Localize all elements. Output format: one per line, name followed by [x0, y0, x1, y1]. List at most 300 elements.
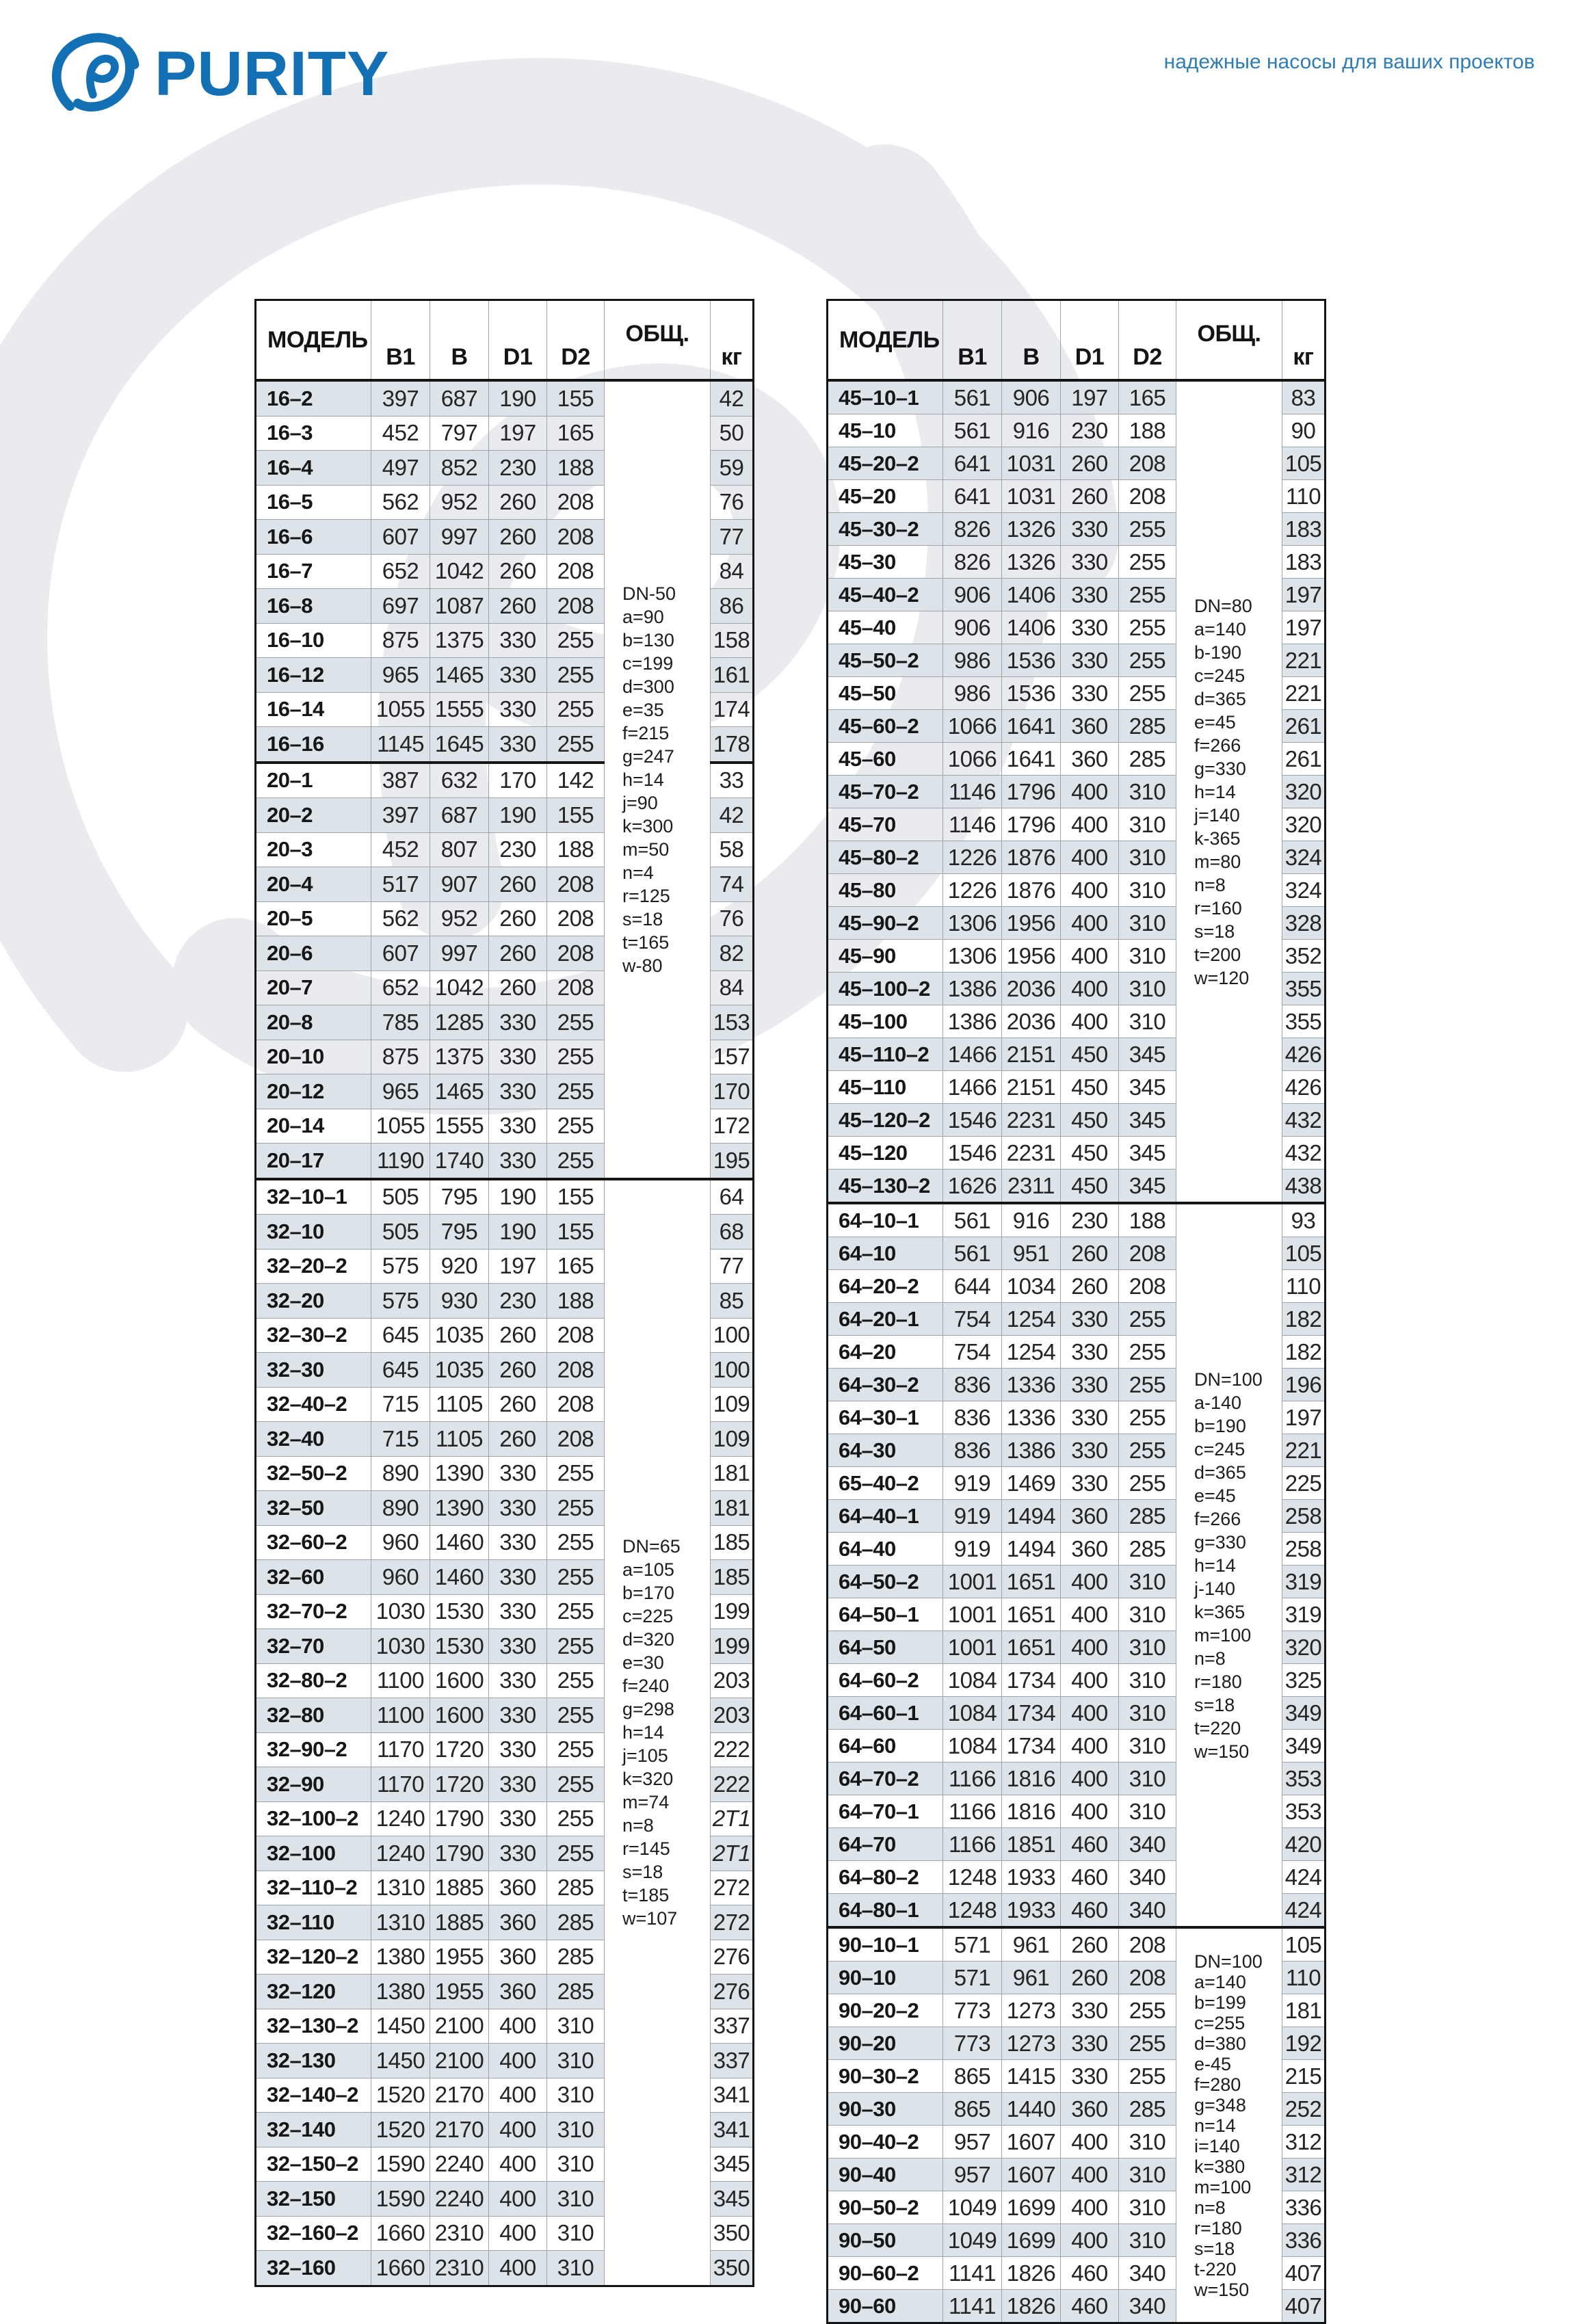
- value-cell-d2: 255: [547, 1109, 605, 1144]
- value-cell-d2: 255: [1119, 2060, 1176, 2093]
- model-cell: 45–110: [828, 1071, 943, 1104]
- weight-cell: 221: [1282, 1434, 1326, 1467]
- value-cell-b: 997: [430, 520, 489, 555]
- value-cell-b1: 1546: [943, 1137, 1002, 1170]
- value-cell-b1: 826: [943, 513, 1002, 546]
- value-cell-d1: 460: [1061, 1894, 1119, 1928]
- value-cell-d1: 230: [1061, 1203, 1119, 1237]
- value-cell-b1: 715: [371, 1387, 430, 1422]
- weight-cell: 336: [1282, 2224, 1326, 2257]
- value-cell-d1: 197: [489, 416, 547, 451]
- value-cell-b1: 397: [371, 380, 430, 416]
- weight-cell: 109: [711, 1387, 754, 1422]
- value-cell-d1: 400: [1061, 940, 1119, 973]
- weight-cell: 312: [1282, 2158, 1326, 2191]
- value-cell-b: 1042: [430, 970, 489, 1005]
- model-cell: 16–6: [256, 520, 371, 555]
- weight-cell: 192: [1282, 2027, 1326, 2060]
- value-cell-b: 1607: [1002, 2158, 1061, 2191]
- model-cell: 16–8: [256, 589, 371, 624]
- weight-cell: 341: [711, 2113, 754, 2148]
- model-cell: 64–20–1: [828, 1303, 943, 1336]
- model-cell: 32–130: [256, 2044, 371, 2078]
- value-cell-d1: 330: [1061, 1434, 1119, 1467]
- value-cell-d2: 345: [1119, 1104, 1176, 1137]
- dimensions-table-left: [254, 299, 754, 2287]
- value-cell-d1: 400: [1061, 1730, 1119, 1762]
- model-cell: 20–5: [256, 901, 371, 936]
- value-cell-d1: 330: [489, 1801, 547, 1836]
- weight-cell: 355: [1282, 1005, 1326, 1038]
- model-cell: 45–120–2: [828, 1104, 943, 1137]
- model-cell: 16–14: [256, 692, 371, 727]
- value-cell-d1: 330: [489, 1836, 547, 1871]
- value-cell-d2: 310: [547, 2044, 605, 2078]
- value-cell-d2: 310: [1119, 1697, 1176, 1730]
- value-cell-b: 2310: [430, 2251, 489, 2286]
- value-cell-b1: 919: [943, 1467, 1002, 1500]
- value-cell-d2: 208: [547, 1318, 605, 1353]
- value-cell-b: 1555: [430, 692, 489, 727]
- value-cell-b1: 1001: [943, 1566, 1002, 1598]
- value-cell-b: 795: [430, 1215, 489, 1250]
- value-cell-b1: 641: [943, 480, 1002, 513]
- weight-cell: 68: [711, 1215, 754, 1250]
- value-cell-d2: 188: [547, 832, 605, 867]
- value-cell-d1: 330: [489, 692, 547, 727]
- model-cell: 32–20–2: [256, 1249, 371, 1284]
- value-cell-d1: 330: [489, 1732, 547, 1767]
- weight-cell: 341: [711, 2078, 754, 2113]
- value-cell-b1: 1386: [943, 973, 1002, 1005]
- value-cell-b1: 1166: [943, 1795, 1002, 1828]
- value-cell-b: 1720: [430, 1732, 489, 1767]
- model-cell: 45–130–2: [828, 1170, 943, 1204]
- model-cell: 90–10: [828, 1962, 943, 1994]
- value-cell-d2: 310: [1119, 907, 1176, 940]
- value-cell-b1: 1145: [371, 727, 430, 763]
- value-cell-d1: 360: [489, 1905, 547, 1940]
- value-cell-b1: 960: [371, 1525, 430, 1560]
- value-cell-b: 2311: [1002, 1170, 1061, 1204]
- value-cell-d2: 255: [547, 1456, 605, 1491]
- value-cell-b: 1530: [430, 1594, 489, 1629]
- weight-cell: 178: [711, 727, 754, 763]
- value-cell-d2: 345: [1119, 1071, 1176, 1104]
- value-cell-d2: 255: [547, 1560, 605, 1595]
- model-cell: 64–30–1: [828, 1401, 943, 1434]
- value-cell-d1: 400: [489, 2147, 547, 2182]
- value-cell-b1: 986: [943, 677, 1002, 710]
- value-cell-d2: 208: [547, 554, 605, 589]
- value-cell-b: 1273: [1002, 2027, 1061, 2060]
- weight-cell: 76: [711, 485, 754, 520]
- model-cell: 64–70–1: [828, 1795, 943, 1828]
- value-cell-d1: 230: [489, 832, 547, 867]
- value-cell-d2: 188: [547, 451, 605, 486]
- value-cell-b1: 1590: [371, 2147, 430, 2182]
- value-cell-b1: 1248: [943, 1894, 1002, 1928]
- value-cell-b1: 773: [943, 1994, 1002, 2027]
- weight-cell: 105: [1282, 447, 1326, 480]
- model-cell: 90–20–2: [828, 1994, 943, 2027]
- weight-cell: 325: [1282, 1664, 1326, 1697]
- value-cell-d2: 208: [547, 1422, 605, 1457]
- model-cell: 32–50: [256, 1491, 371, 1526]
- weight-cell: 336: [1282, 2191, 1326, 2224]
- value-cell-b: 2170: [430, 2113, 489, 2148]
- value-cell-b1: 644: [943, 1270, 1002, 1303]
- value-cell-d1: 170: [489, 763, 547, 798]
- value-cell-b1: 986: [943, 644, 1002, 677]
- value-cell-b: 687: [430, 798, 489, 833]
- weight-cell: 319: [1282, 1598, 1326, 1631]
- model-cell: 64–70: [828, 1828, 943, 1861]
- value-cell-b1: 836: [943, 1369, 1002, 1401]
- value-cell-d1: 400: [1061, 1598, 1119, 1631]
- model-cell: 45–50: [828, 677, 943, 710]
- value-cell-d1: 330: [489, 1040, 547, 1074]
- value-cell-d1: 260: [489, 936, 547, 971]
- value-cell-d2: 310: [1119, 2224, 1176, 2257]
- weight-cell: 345: [711, 2147, 754, 2182]
- weight-cell: 276: [711, 1975, 754, 2009]
- value-cell-b1: 571: [943, 1927, 1002, 1962]
- column-header-model: МОДЕЛЬ: [828, 300, 943, 381]
- value-cell-d2: 255: [547, 1663, 605, 1698]
- model-cell: 64–80–1: [828, 1894, 943, 1928]
- value-cell-b: 1494: [1002, 1500, 1061, 1533]
- value-cell-d2: 310: [1119, 2191, 1176, 2224]
- model-cell: 32–110–2: [256, 1871, 371, 1905]
- value-cell-b1: 562: [371, 901, 430, 936]
- value-cell-d1: 330: [489, 1698, 547, 1733]
- value-cell-d1: 190: [489, 798, 547, 833]
- value-cell-b: 1440: [1002, 2093, 1061, 2126]
- value-cell-b: 1933: [1002, 1861, 1061, 1894]
- value-cell-b: 1465: [430, 1074, 489, 1109]
- model-cell: 64–30: [828, 1434, 943, 1467]
- value-cell-d2: 310: [1119, 1598, 1176, 1631]
- value-cell-b1: 785: [371, 1005, 430, 1040]
- model-cell: 16–5: [256, 485, 371, 520]
- value-cell-d1: 400: [1061, 2158, 1119, 2191]
- value-cell-b1: 645: [371, 1318, 430, 1353]
- value-cell-b: 852: [430, 451, 489, 486]
- weight-cell: 77: [711, 1249, 754, 1284]
- value-cell-d1: 330: [489, 623, 547, 658]
- value-cell-d1: 360: [489, 1940, 547, 1975]
- value-cell-d1: 330: [1061, 1336, 1119, 1369]
- value-cell-d1: 260: [489, 589, 547, 624]
- model-cell: 45–60: [828, 743, 943, 776]
- value-cell-b: 1641: [1002, 710, 1061, 743]
- table-row: [256, 380, 754, 416]
- value-cell-b: 1607: [1002, 2126, 1061, 2158]
- model-cell: 90–60–2: [828, 2257, 943, 2290]
- weight-cell: 157: [711, 1040, 754, 1074]
- value-cell-d2: 285: [547, 1905, 605, 1940]
- value-cell-d1: 400: [489, 2216, 547, 2251]
- model-cell: 45–40: [828, 611, 943, 644]
- model-cell: 32–160–2: [256, 2216, 371, 2251]
- model-cell: 64–50–2: [828, 1566, 943, 1598]
- value-cell-b1: 1590: [371, 2182, 430, 2217]
- value-cell-d1: 330: [1061, 579, 1119, 611]
- value-cell-d2: 340: [1119, 1861, 1176, 1894]
- value-cell-d2: 285: [1119, 743, 1176, 776]
- value-cell-b: 1740: [430, 1144, 489, 1179]
- weight-cell: 197: [1282, 1401, 1326, 1434]
- value-cell-d1: 360: [489, 1871, 547, 1905]
- brand-tagline: надежные насосы для ваших проектов: [1163, 51, 1535, 73]
- value-cell-d2: 310: [547, 2182, 605, 2217]
- value-cell-d2: 255: [547, 727, 605, 763]
- model-cell: 20–10: [256, 1040, 371, 1074]
- value-cell-d1: 330: [489, 727, 547, 763]
- weight-cell: 42: [711, 380, 754, 416]
- model-cell: 20–7: [256, 970, 371, 1005]
- value-cell-d1: 400: [489, 2044, 547, 2078]
- value-cell-b1: 652: [371, 554, 430, 589]
- model-cell: 32–140: [256, 2113, 371, 2148]
- value-cell-d2: 310: [1119, 940, 1176, 973]
- model-cell: 45–110–2: [828, 1038, 943, 1071]
- model-cell: 16–7: [256, 554, 371, 589]
- value-cell-d1: 190: [489, 380, 547, 416]
- weight-cell: 352: [1282, 940, 1326, 973]
- value-cell-b: 1031: [1002, 447, 1061, 480]
- value-cell-b1: 1146: [943, 808, 1002, 841]
- common-dimensions-cell: DN=100 a-140 b=190 c=245 d=365 e=45 f=266 g=330 h=14 j-140 k=365 m=100 n=8 r=180 s=18 t=220 w=150: [1176, 1203, 1282, 1927]
- value-cell-b: 1035: [430, 1353, 489, 1388]
- weight-cell: 195: [711, 1144, 754, 1179]
- value-cell-d1: 197: [1061, 380, 1119, 414]
- value-cell-d2: 255: [1119, 546, 1176, 579]
- value-cell-b1: 1146: [943, 776, 1002, 808]
- weight-cell: 74: [711, 867, 754, 902]
- column-header-common: ОБЩ.: [605, 300, 711, 381]
- model-cell: 90–30: [828, 2093, 943, 2126]
- value-cell-d2: 255: [547, 1144, 605, 1179]
- model-cell: 64–40–1: [828, 1500, 943, 1533]
- value-cell-b1: 1310: [371, 1905, 430, 1940]
- weight-cell: 276: [711, 1940, 754, 1975]
- weight-cell: 64: [711, 1179, 754, 1215]
- model-cell: 20–14: [256, 1109, 371, 1144]
- value-cell-b: 1816: [1002, 1762, 1061, 1795]
- value-cell-b: 1734: [1002, 1730, 1061, 1762]
- value-cell-d1: 330: [1061, 2060, 1119, 2093]
- value-cell-d2: 155: [547, 380, 605, 416]
- weight-cell: 172: [711, 1109, 754, 1144]
- model-cell: 45–100–2: [828, 973, 943, 1005]
- model-cell: 32–160: [256, 2251, 371, 2286]
- value-cell-d1: 330: [489, 1525, 547, 1560]
- model-cell: 45–70: [828, 808, 943, 841]
- value-cell-b: 1031: [1002, 480, 1061, 513]
- value-cell-d1: 330: [489, 1144, 547, 1179]
- value-cell-d2: 340: [1119, 2290, 1176, 2323]
- value-cell-d1: 330: [1061, 1994, 1119, 2027]
- value-cell-d1: 400: [1061, 2224, 1119, 2257]
- value-cell-b1: 497: [371, 451, 430, 486]
- value-cell-b: 916: [1002, 414, 1061, 447]
- value-cell-b1: 575: [371, 1284, 430, 1319]
- value-cell-d2: 255: [1119, 1369, 1176, 1401]
- value-cell-b1: 1450: [371, 2044, 430, 2078]
- brand-header: [48, 29, 389, 119]
- model-cell: 32–90: [256, 1767, 371, 1802]
- value-cell-b1: 1030: [371, 1594, 430, 1629]
- value-cell-d1: 330: [1061, 546, 1119, 579]
- value-cell-b: 632: [430, 763, 489, 798]
- value-cell-d2: 255: [547, 1594, 605, 1629]
- value-cell-b1: 1049: [943, 2224, 1002, 2257]
- value-cell-d1: 260: [489, 485, 547, 520]
- model-cell: 45–20–2: [828, 447, 943, 480]
- value-cell-d1: 260: [489, 1353, 547, 1388]
- value-cell-d1: 460: [1061, 2290, 1119, 2323]
- value-cell-d1: 330: [489, 1767, 547, 1802]
- value-cell-b1: 1520: [371, 2113, 430, 2148]
- value-cell-d2: 340: [1119, 1828, 1176, 1861]
- value-cell-d2: 255: [547, 623, 605, 658]
- value-cell-b1: 1380: [371, 1940, 430, 1975]
- value-cell-b: 2100: [430, 2009, 489, 2044]
- value-cell-b1: 561: [943, 1237, 1002, 1270]
- value-cell-b: 1375: [430, 1040, 489, 1074]
- value-cell-d1: 260: [1061, 1237, 1119, 1270]
- value-cell-b: 1460: [430, 1525, 489, 1560]
- value-cell-b1: 571: [943, 1962, 1002, 1994]
- model-cell: 32–40: [256, 1422, 371, 1457]
- model-cell: 20–17: [256, 1144, 371, 1179]
- value-cell-b1: 1170: [371, 1767, 430, 1802]
- value-cell-b1: 1546: [943, 1104, 1002, 1137]
- value-cell-d2: 155: [547, 1215, 605, 1250]
- value-cell-b: 2231: [1002, 1104, 1061, 1137]
- value-cell-b1: 387: [371, 763, 430, 798]
- model-cell: 64–20–2: [828, 1270, 943, 1303]
- model-cell: 16–10: [256, 623, 371, 658]
- weight-cell: 424: [1282, 1861, 1326, 1894]
- value-cell-b: 1273: [1002, 1994, 1061, 2027]
- weight-cell: 324: [1282, 874, 1326, 907]
- column-header-kg: кг: [711, 300, 754, 381]
- value-cell-d1: 190: [489, 1179, 547, 1215]
- value-cell-b: 1885: [430, 1905, 489, 1940]
- value-cell-d2: 208: [547, 867, 605, 902]
- value-cell-d1: 230: [489, 451, 547, 486]
- value-cell-d1: 260: [1061, 1927, 1119, 1962]
- value-cell-b1: 1166: [943, 1762, 1002, 1795]
- value-cell-d2: 255: [547, 1836, 605, 1871]
- model-cell: 20–2: [256, 798, 371, 833]
- weight-cell: 350: [711, 2251, 754, 2286]
- model-cell: 32–20: [256, 1284, 371, 1319]
- model-cell: 32–70–2: [256, 1594, 371, 1629]
- value-cell-d1: 260: [489, 1387, 547, 1422]
- value-cell-d2: 310: [1119, 1631, 1176, 1664]
- value-cell-b: 961: [1002, 1962, 1061, 1994]
- value-cell-d2: 285: [547, 1871, 605, 1905]
- model-cell: 32–100: [256, 1836, 371, 1871]
- value-cell-d1: 400: [1061, 841, 1119, 874]
- weight-cell: 170: [711, 1074, 754, 1109]
- weight-cell: 76: [711, 901, 754, 936]
- value-cell-b: 1375: [430, 623, 489, 658]
- value-cell-b: 1406: [1002, 579, 1061, 611]
- value-cell-d2: 165: [1119, 380, 1176, 414]
- value-cell-b1: 715: [371, 1422, 430, 1457]
- value-cell-d1: 400: [1061, 1631, 1119, 1664]
- model-cell: 65–40–2: [828, 1467, 943, 1500]
- common-dimensions-cell: DN=80 a=140 b-190 c=245 d=365 e=45 f=266 g=330 h=14 j=140 k-365 m=80 n=8 r=160 s=18 t=200 w=120: [1176, 380, 1282, 1203]
- weight-cell: 50: [711, 416, 754, 451]
- weight-cell: 225: [1282, 1467, 1326, 1500]
- weight-cell: 272: [711, 1871, 754, 1905]
- value-cell-d2: 208: [1119, 1237, 1176, 1270]
- value-cell-d2: 255: [1119, 1994, 1176, 2027]
- value-cell-d1: 450: [1061, 1104, 1119, 1137]
- weight-cell: 222: [711, 1767, 754, 1802]
- weight-cell: 203: [711, 1663, 754, 1698]
- value-cell-b1: 1306: [943, 907, 1002, 940]
- column-header-b: B: [1002, 300, 1061, 381]
- weight-cell: 82: [711, 936, 754, 971]
- value-cell-b: 1042: [430, 554, 489, 589]
- model-cell: 20–1: [256, 763, 371, 798]
- weight-cell: 181: [711, 1456, 754, 1491]
- value-cell-b: 1956: [1002, 940, 1061, 973]
- model-cell: 32–80–2: [256, 1663, 371, 1698]
- model-cell: 16–12: [256, 658, 371, 693]
- value-cell-d1: 450: [1061, 1071, 1119, 1104]
- value-cell-b1: 957: [943, 2126, 1002, 2158]
- model-cell: 45–10–1: [828, 380, 943, 414]
- value-cell-d2: 310: [1119, 1795, 1176, 1828]
- value-cell-b: 961: [1002, 1927, 1061, 1962]
- header-row: [256, 300, 754, 381]
- weight-cell: 185: [711, 1560, 754, 1595]
- value-cell-d2: 165: [547, 1249, 605, 1284]
- value-cell-b: 2240: [430, 2182, 489, 2217]
- model-cell: 32–150–2: [256, 2147, 371, 2182]
- value-cell-d1: 260: [1061, 480, 1119, 513]
- value-cell-d2: 208: [547, 520, 605, 555]
- model-cell: 64–40: [828, 1533, 943, 1566]
- model-cell: 32–130–2: [256, 2009, 371, 2044]
- value-cell-b1: 1166: [943, 1828, 1002, 1861]
- value-cell-d1: 330: [1061, 2027, 1119, 2060]
- value-cell-b: 1494: [1002, 1533, 1061, 1566]
- value-cell-d1: 400: [1061, 874, 1119, 907]
- value-cell-d2: 208: [1119, 1962, 1176, 1994]
- value-cell-b1: 1001: [943, 1631, 1002, 1664]
- value-cell-b: 1600: [430, 1663, 489, 1698]
- value-cell-b1: 1466: [943, 1038, 1002, 1071]
- value-cell-b1: 1141: [943, 2257, 1002, 2290]
- common-dimensions-cell: DN-50 a=90 b=130 c=199 d=300 e=35 f=215 g=247 h=14 j=90 k=300 m=50 n=4 r=125 s=18 t=165 w-80: [605, 380, 711, 1179]
- table-row: [828, 1927, 1326, 1962]
- weight-cell: 182: [1282, 1303, 1326, 1336]
- model-cell: 32–150: [256, 2182, 371, 2217]
- value-cell-b: 1641: [1002, 743, 1061, 776]
- weight-cell: 432: [1282, 1137, 1326, 1170]
- value-cell-b1: 1450: [371, 2009, 430, 2044]
- weight-cell: 258: [1282, 1533, 1326, 1566]
